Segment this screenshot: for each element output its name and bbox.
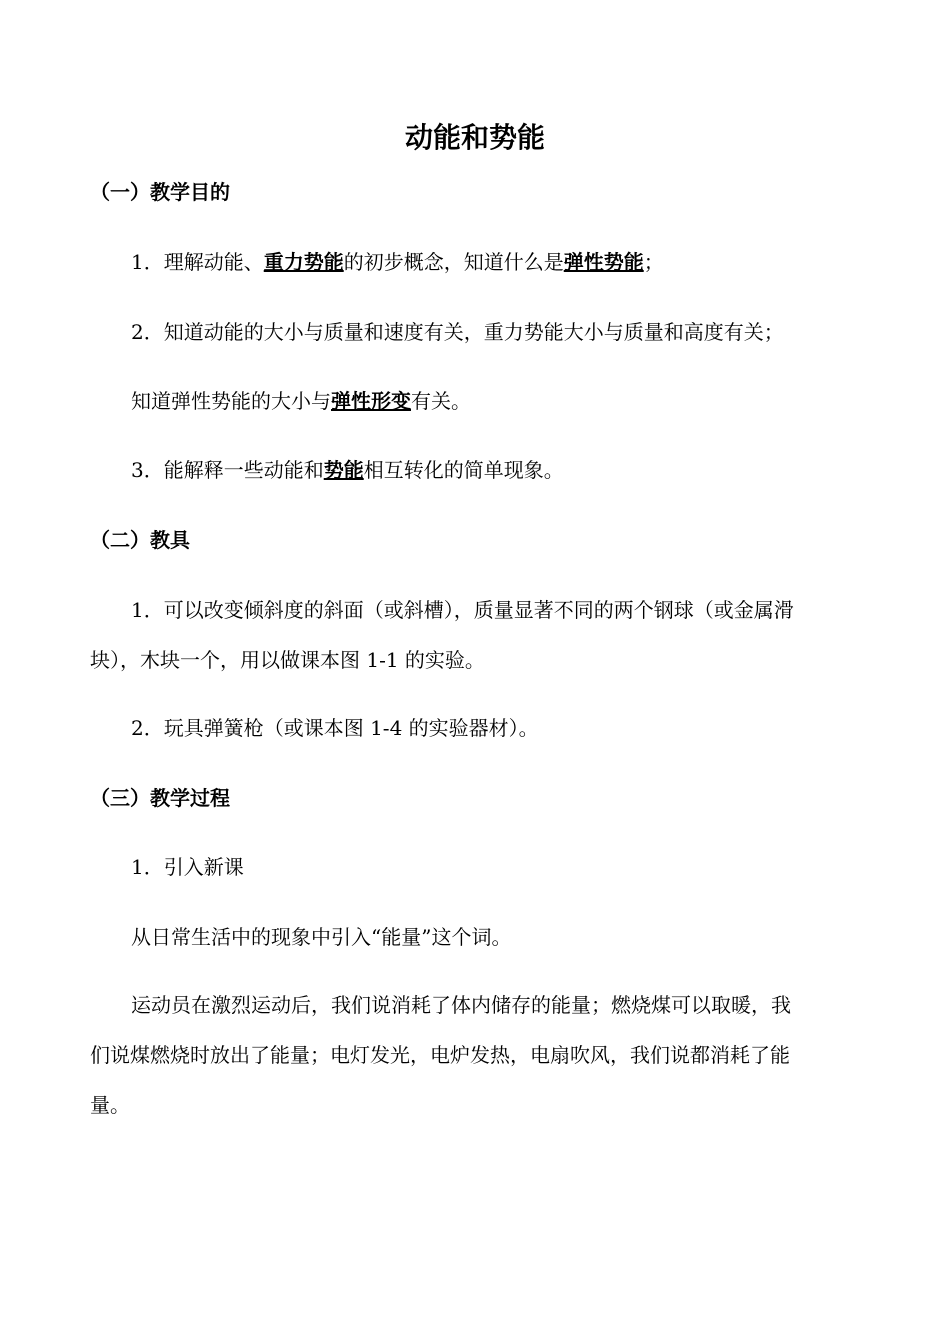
process-paragraph-2-line2: 们说煤燃烧时放出了能量；电灯发光，电炉发热，电扇吹风，我们说都消耗了能 [90, 1043, 790, 1067]
keyword-potential-energy: 势能 [323, 458, 364, 482]
section-heading-teaching-aids: （二）教具 [90, 528, 190, 552]
process-paragraph-2-line1: 运动员在激烈运动后，我们说消耗了体内储存的能量；燃烧煤可以取暖，我 [131, 993, 791, 1017]
text: 相互转化的简单现象。 [363, 458, 564, 482]
text: 有关。 [411, 389, 471, 413]
keyword-elastic-deformation: 弹性形变 [331, 389, 411, 413]
keyword-gravitational-potential-energy: 重力势能 [263, 250, 344, 274]
objective-2-continued [131, 386, 471, 416]
objective-1 [131, 247, 664, 277]
teaching-aid-2: 2．玩具弹簧枪（或课本图 1-4 的实验器材）。 [131, 716, 539, 740]
objective-2: 2．知道动能的大小与质量和速度有关，重力势能大小与质量和高度有关； [131, 320, 784, 344]
teaching-aid-1-line1: 1．可以改变倾斜度的斜面（或斜槽），质量显著不同的两个钢球（或金属滑 [131, 598, 794, 622]
text: ； [643, 250, 664, 274]
section-heading-process: （三）教学过程 [90, 786, 230, 810]
teaching-aid-1-line2: 块），木块一个，用以做课本图 1-1 的实验。 [90, 648, 485, 672]
text: 的初步概念，知道什么是 [343, 250, 564, 274]
text: 知道弹性势能的大小与 [131, 389, 331, 413]
document-title: 动能和势能 [404, 121, 545, 154]
process-step-1: 1．引入新课 [131, 855, 244, 879]
section-heading-objectives: （一）教学目的 [90, 180, 230, 204]
process-paragraph-2-line3: 量。 [90, 1093, 130, 1117]
keyword-elastic-potential-energy: 弹性势能 [563, 250, 644, 274]
process-paragraph-1: 从日常生活中的现象中引入“能量”这个词。 [131, 925, 512, 949]
text: 3．能解释一些动能和 [131, 458, 324, 482]
objective-3 [131, 455, 564, 485]
text: 1．理解动能、 [131, 250, 264, 274]
